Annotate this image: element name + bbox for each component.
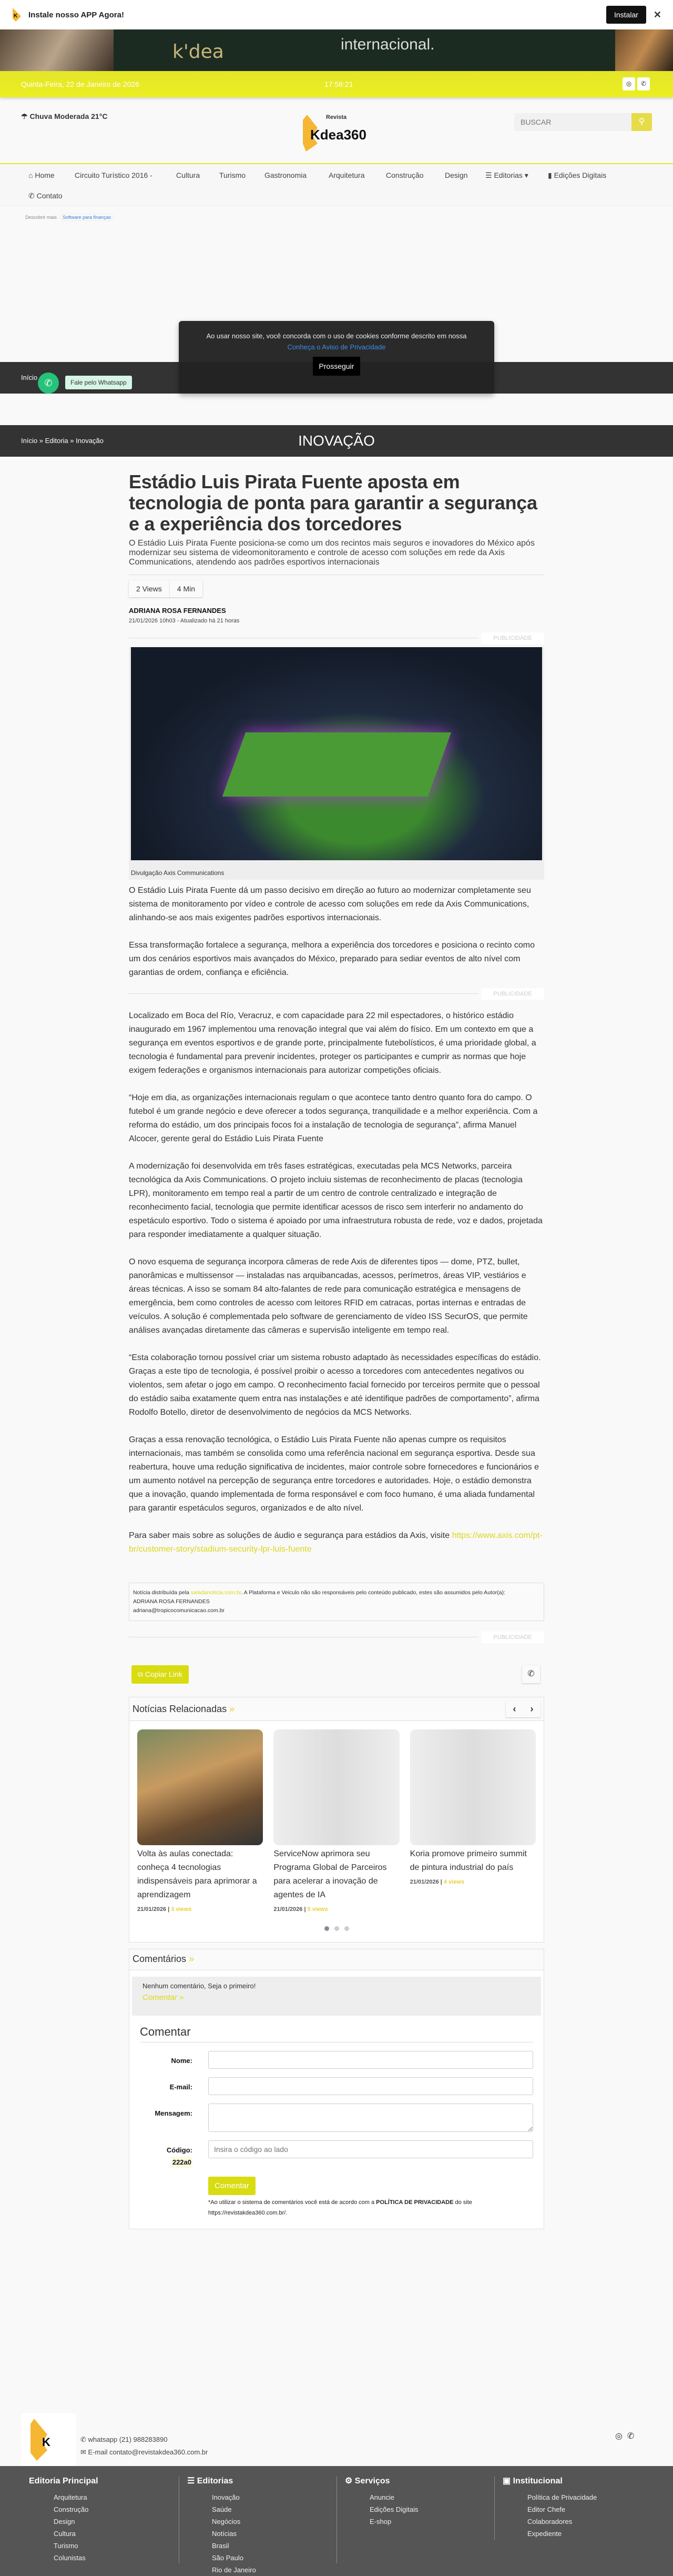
footer-logo-icon <box>21 2413 76 2466</box>
footer-email[interactable]: ✉ E-mail contato@revistakdea360.com.br <box>80 2448 208 2456</box>
paragraph: Para saber mais sobre as soluções de áudio e segurança para estádios da Axis, visite https://www.axis.com/pt-br/customer-story/stadium-security-lpr-luis-fuente <box>129 1531 543 1554</box>
main-nav <box>0 163 673 206</box>
paragraph: “Hoje em dia, as organizações internacionais regulam o que acontece tanto dentro quanto fora do campo. O futebol é um grande negócio e deve oferecer a todos segurança, tranquilidade e a melhor experiência. Com a reforma do estádio, um dos principais focos foi a instalação de tecnologia de segurança”, afirma Manuel Alcocer, gerente geral do Estádio Luis Pirata Fuente <box>129 1093 538 1143</box>
footer-link[interactable]: Rio de Janeiro <box>212 2566 256 2574</box>
article <box>129 463 544 2229</box>
footer-link[interactable]: Colaboradores <box>527 2518 573 2525</box>
footer-column: ▣ Institucional Política de Privacidade Editor Chefe Colaboradores Expediente <box>494 2477 652 2540</box>
related-card-title[interactable]: Koria promove primeiro summit de pintura industrial do país <box>410 1849 527 1872</box>
ad-banner[interactable] <box>0 29 673 71</box>
copy-link-button[interactable]: ⧉ Copiar Link <box>131 1665 189 1684</box>
source-author: ADRIANA ROSA FERNANDES <box>133 1598 210 1605</box>
site-logo[interactable] <box>302 112 391 154</box>
related-title: Notícias Relacionadas <box>132 1704 227 1714</box>
section-title: INOVAÇÃO <box>298 432 375 449</box>
footer <box>0 2466 673 2576</box>
submit-comment-button[interactable]: Comentar <box>208 2177 256 2195</box>
code-label: Código: <box>166 2146 192 2154</box>
footer-link[interactable]: Negócios <box>212 2518 241 2525</box>
instagram-icon[interactable]: ◎ <box>615 2432 623 2441</box>
comments-title: Comentários <box>132 1954 187 1964</box>
related-card[interactable]: Volta às aulas conectada: conheça 4 tecnologias indispensáveis para aprimorar a aprendizagem 21/01/2026 | 3 views <box>137 1729 263 1913</box>
photo-caption: Divulgação Axis Communications <box>129 868 544 880</box>
comment-form-title: Comentar <box>140 2025 533 2042</box>
proceed-button[interactable]: Prosseguir <box>313 357 361 376</box>
footer-link[interactable]: Design <box>54 2518 75 2525</box>
related-news: Notícias Relacionadas » ‹ › Volta às aulas conectada: conheça 4 tecnologias indispensáveis para aprimorar a aprendizagem 21/01/2026 | 3 views ServiceNow aprimora seu Programa Global de Parceiros para acelerar a inovação de agentes de IA 21/01/2026 | 5 views Koria promove primeiro summit de pintura industrial do país 21/01/2026 | 4 views <box>129 1697 544 1943</box>
cookie-consent <box>179 321 494 394</box>
nav-design[interactable]: Design <box>445 171 468 179</box>
footer-social <box>615 2431 634 2441</box>
close-icon[interactable]: ✕ <box>653 9 661 20</box>
whatsapp-share-icon[interactable]: ✆ <box>522 1665 540 1683</box>
breadcrumb-inovacao[interactable]: Inovação <box>76 437 104 445</box>
footer-link[interactable]: Arquitetura <box>54 2493 87 2501</box>
svg-text:K: K <box>42 2436 50 2449</box>
nav-gastronomia[interactable]: Gastronomia <box>264 171 307 179</box>
footer-link[interactable]: Política de Privacidade <box>527 2493 597 2501</box>
footer-column: ☰ Editorias Inovação Saúde Negócios Notícias Brasil São Paulo Rio de Janeiro <box>179 2477 336 2563</box>
comment-link[interactable]: Comentar » <box>142 1993 184 2002</box>
related-image-placeholder <box>273 1729 399 1845</box>
paragraph: O Estádio Luis Pirata Fuente dá um passo decisivo em direção ao futuro ao modernizar completamente seu sistema de monitoramento por vídeo e controle de acesso com soluções em rede da Axis Communications, alinhando-se aos mais exigentes padrões esportivos internacionais. <box>129 886 531 922</box>
search-icon[interactable]: ⚲ <box>631 113 652 131</box>
footer-link[interactable]: Editor Chefe <box>527 2505 566 2513</box>
paragraph: A modernização foi desenvolvida em três fases estratégicas, executadas pela MCS Networks, parceira tecnológica da Axis Communications. O projeto incluiu sistemas de reconhecimento de placas (tecnologia LPR), monitoramento em tempo real a partir de um centro de controle centralizado e integração de reconhecimento facial, tecnologia que permite identificar acessos de risco sem interferir no andamento do espetáculo esportivo. Todo o sistema é apoiado por uma infraestrutura robusta de rede, voz e dados, projetada para responder imediatamente a qualquer situação. <box>129 1162 543 1239</box>
footer-link[interactable]: Brasil <box>212 2542 229 2550</box>
whatsapp-icon[interactable]: ✆ <box>627 2432 635 2441</box>
axis-link[interactable]: https://www.axis.com/pt-br/customer-story/stadium-security-lpr-luis-fuente <box>129 1531 543 1554</box>
ad-label: PUBLICIDADE <box>129 1632 544 1644</box>
footer-column: ⚙ Serviços Anuncie Edições Digitais E-shop <box>336 2477 494 2563</box>
carousel-dots[interactable] <box>129 1913 544 1942</box>
footer-link[interactable]: Construção <box>54 2505 89 2513</box>
logo-small-text: Revista <box>326 114 347 120</box>
nav-construcao[interactable]: Construção <box>386 171 424 179</box>
footer-col-title: Editoria Principal <box>29 2477 98 2486</box>
whatsapp-icon[interactable]: ✆ <box>637 77 650 90</box>
whatsapp-float-icon[interactable]: ✆ <box>38 373 59 394</box>
ad-brand: k'dea <box>172 41 224 63</box>
paragraph: Graças a essa renovação tecnológica, o Estádio Luis Pirata Fuente não apenas cumpre os requisitos internacionais, mas também se consolida como uma referência nacional em segurança esportiva. Desde sua reabertura, houve uma redução significativa de incidentes, maior controle sobre fornecedores e funcionários e um aumento notável na percepção de segurança entre torcedores e autoridades. Hoje, o estádio demonstra que a inovação, quando implementada de forma responsável e com foco humano, é uma aliada fundamental para garantir espetáculos seguros, organizados e de alto nível. <box>129 1435 539 1513</box>
ad-image-right <box>615 29 673 71</box>
captcha-code: 222a0 <box>171 2156 192 2168</box>
gear-icon: ⚙ <box>345 2477 355 2486</box>
footer-link[interactable]: Turismo <box>54 2542 78 2550</box>
comments: Comentários » Nenhum comentário, Seja o primeiro! Comentar » Comentar Nome: E-mail: Mensagem: Código: 222a0 Insira o código ao lado Comentar *Ao utilizar o sistema de comentários você está de acordo com a POLÍTICA DE PRIVACIDADE do site https://revistakdea360.com.br/. <box>129 1949 544 2229</box>
rss-icon: ☰ <box>187 2477 197 2486</box>
id-card-icon: ▣ <box>503 2477 513 2486</box>
copy-icon: ⧉ <box>138 1670 145 1678</box>
file-icon: ▮ <box>548 171 554 179</box>
cookie-text: Ao usar nosso site, você concorda com o uso de cookies conforme descrito em nossa <box>206 332 467 340</box>
app-logo-icon <box>12 7 22 23</box>
nav-editorias[interactable]: ☰ Editorias ▾ <box>485 171 528 179</box>
article-body <box>129 884 544 1556</box>
paragraph: Localizado em Boca del Río, Veracruz, e com capacidade para 22 mil espectadores, o histórico estádio inaugurado em 1967 implementou uma renovação integral que vai além do físico. Em um contexto em que a segurança em eventos esportivos e de grande porte, principalmente futebolísticos, é uma prioridade global, a tecnologia é fundamental para prevenir incidentes, proteger os participantes e cumprir as normas que hoje exigem federações e organismos internacionais para autorizar competições oficiais. <box>129 1011 536 1075</box>
footer-link[interactable]: Colunistas <box>54 2554 86 2562</box>
nav-circuito[interactable]: Circuito Turístico 2016 - <box>75 171 152 179</box>
ad-disclosure-label: Descobrir mais <box>25 215 57 220</box>
article-author: ADRIANA ROSA FERNANDES <box>129 607 226 615</box>
top-bar <box>0 71 673 97</box>
rss-icon: ☰ <box>485 171 494 179</box>
related-image <box>137 1729 263 1845</box>
footer-link[interactable]: São Paulo <box>212 2554 243 2562</box>
carousel-next-button[interactable]: › <box>523 1700 541 1717</box>
related-card-title[interactable]: Volta às aulas conectada: conheça 4 tecnologias indispensáveis para aprimorar a aprendizagem <box>137 1849 257 1899</box>
article-date: 21/01/2026 10h03 - Atualizado há 21 horas <box>129 618 240 624</box>
nav-contato[interactable]: ✆ Contato <box>28 192 63 200</box>
footer-link[interactable]: Inovação <box>212 2493 240 2501</box>
footer-logo <box>21 2413 76 2466</box>
stadium-image <box>131 647 542 860</box>
read-time: 4 Min <box>169 580 202 597</box>
breadcrumb-sep: » <box>39 437 43 445</box>
nav-cultura[interactable]: Cultura <box>176 171 200 179</box>
footer-link[interactable]: Saúde <box>212 2505 232 2513</box>
source-notice: Notícia distribuída pela saladanoticia.com.br. A Plataforma e Veiculo não são responsáveis pelo conteúdo publicado, estes são assumidos pelo Autor(a): ADRIANA ROSA FERNANDES adriana@tropicocomunicacao.com.br <box>129 1583 544 1621</box>
source-link[interactable]: saladanoticia.com.br <box>190 1589 241 1596</box>
search-box <box>514 113 652 131</box>
footer-link[interactable]: Notícias <box>212 2530 237 2538</box>
breadcrumb-inicio[interactable]: Início <box>21 437 38 445</box>
ad-image-left <box>0 29 114 71</box>
ad-label: PUBLICIDADE <box>129 988 544 1001</box>
nav-arquitetura[interactable]: Arquitetura <box>329 171 365 179</box>
svg-text:K: K <box>14 13 18 19</box>
ad-disclosure-link[interactable]: Software para finanças <box>60 214 114 221</box>
breadcrumb-bar <box>0 425 673 457</box>
related-card[interactable]: Koria promove primeiro summit de pintura industrial do país 21/01/2026 | 4 views <box>410 1729 536 1913</box>
privacy-note: *Ao utilizar o sistema de comentários você está de acordo com a POLÍTICA DE PRIVACIDADE do site https://revistakdea360.com.br/. <box>208 2199 472 2216</box>
ad-slogan: internacional. <box>341 36 435 53</box>
breadcrumb-sep: » <box>70 437 74 445</box>
ad-disclosure <box>25 215 114 220</box>
footer-whatsapp[interactable]: ✆ whatsapp (21) 988283890 <box>80 2436 168 2443</box>
article-photo <box>129 647 544 868</box>
clock: 17:58:21 <box>324 80 353 88</box>
nav-turismo[interactable]: Turismo <box>219 171 246 179</box>
rain-cloud-icon: ☂ <box>21 112 30 120</box>
paragraph: “Esta colaboração tornou possível criar um sistema robusto adaptado às necessidades específicas do estádio. Graças a este tipo de tecnologia, é possível proibir o acesso a torcedores com antecedentes negativos ou violentos, sem afetar o jogo em campo. O reconhecimento facial fornecido por terceiros permite que o pessoal do estádio saiba exatamente quem entra nas instalações e até identifique padrões de comportamento”, afirma Rodolfo Botello, diretor de desenvolvimento de negócios da MCS Networks. <box>129 1353 541 1417</box>
weather-text: Chuva Moderada 21°C <box>29 112 108 120</box>
footer-link[interactable]: Expediente <box>527 2530 562 2538</box>
name-label: Nome: <box>171 2057 192 2065</box>
instagram-icon[interactable]: ◎ <box>623 77 635 90</box>
source-email: adriana@tropicocomunicacao.com.br <box>133 1607 225 1614</box>
privacy-notice-link[interactable]: Conheça o Aviso de Privacidade <box>287 343 386 351</box>
breadcrumb-home-behind[interactable]: Início <box>21 374 38 381</box>
footer-link[interactable]: Anuncie <box>370 2493 394 2501</box>
footer-link[interactable]: E-shop <box>370 2518 392 2525</box>
nav-home[interactable]: ⌂ Home <box>28 171 55 179</box>
footer-column <box>21 2477 179 2563</box>
carousel-prev-button[interactable]: ‹ <box>506 1700 523 1717</box>
footer-contact <box>80 2433 208 2459</box>
article-title: Estádio Luis Pirata Fuente aposta em tecnologia de ponta para garantir a segurança e a experiência dos torcedores <box>129 471 537 535</box>
install-button[interactable]: Instalar <box>606 6 646 24</box>
footer-link[interactable]: Cultura <box>54 2530 76 2538</box>
whatsapp-icon: ✆ <box>80 2436 88 2443</box>
weather <box>21 112 107 121</box>
message-label: Mensagem: <box>155 2109 192 2117</box>
app-banner-text: Instale nosso APP Agora! <box>28 10 124 19</box>
phone-icon: ✆ <box>28 192 37 200</box>
whatsapp-float-label[interactable]: Fale pelo Whatsapp <box>65 376 132 389</box>
related-card[interactable]: ServiceNow aprimora seu Programa Global de Parceiros para acelerar a inovação de agentes de IA 21/01/2026 | 5 views <box>273 1729 399 1913</box>
article-stats <box>129 580 202 597</box>
related-card-title[interactable]: ServiceNow aprimora seu Programa Global de Parceiros para acelerar a inovação de agentes de IA <box>273 1849 387 1899</box>
logo-text: Kdea360 <box>310 127 366 143</box>
no-comments: Nenhum comentário, Seja o primeiro! Comentar » <box>132 1977 541 2016</box>
article-summary: O Estádio Luis Pirata Fuente posiciona-se como um dos recintos mais seguros e inovadores do México após modernizar seu sistema de videomonitoramento e controle de acesso com soluções em rede da Axis Communications, atendendo aos padrões esportivos internacionais <box>129 539 535 567</box>
nav-edicoes-digitais[interactable]: ▮ Edições Digitais <box>548 171 607 179</box>
breadcrumb-editoria[interactable]: Editoria <box>45 437 68 445</box>
views-count: 2 Views <box>129 580 169 597</box>
message-input[interactable] <box>208 2104 533 2132</box>
current-date: Quinta-Feira, 22 de Janeiro de 2026 <box>21 80 139 88</box>
app-install-banner <box>0 0 673 29</box>
ad-label: PUBLICIDADE <box>129 632 544 645</box>
email-input[interactable] <box>208 2077 533 2095</box>
paragraph: O novo esquema de segurança incorpora câmeras de rede Axis de diferentes tipos — dome, PTZ, bullet, panorâmicas e multissensor — instaladas nas arquibancadas, acessos, perímetros, áreas VIP, vestiários e áreas técnicas. A isso se somam 84 alto-falantes de rede para comunicação estratégica e mensagens de emergência, bem como controles de acesso com leitores RFID em catracas, portas internas e entradas de veículos. A solução é complementada pelo software de gerenciamento de vídeo ISS SecurOS, que permite análises avançadas diretamente das câmeras e supervisão inteligente em tempo real. <box>129 1257 528 1335</box>
email-label: E-mail: <box>169 2083 192 2091</box>
paragraph: Essa transformação fortalece a segurança, melhora a experiência dos torcedores e posiciona o recinto como um dos cenários esportivos mais avançados do México, preparado para sediar eventos de alto nível com garantias de ordem, confiança e eficiência. <box>129 941 535 977</box>
code-input[interactable] <box>208 2140 533 2158</box>
name-input[interactable] <box>208 2051 533 2069</box>
footer-link[interactable]: Edições Digitais <box>370 2505 419 2513</box>
share-bar <box>129 1665 544 1683</box>
search-input[interactable] <box>514 113 630 131</box>
related-image-placeholder <box>410 1729 536 1845</box>
envelope-icon: ✉ <box>80 2448 88 2456</box>
